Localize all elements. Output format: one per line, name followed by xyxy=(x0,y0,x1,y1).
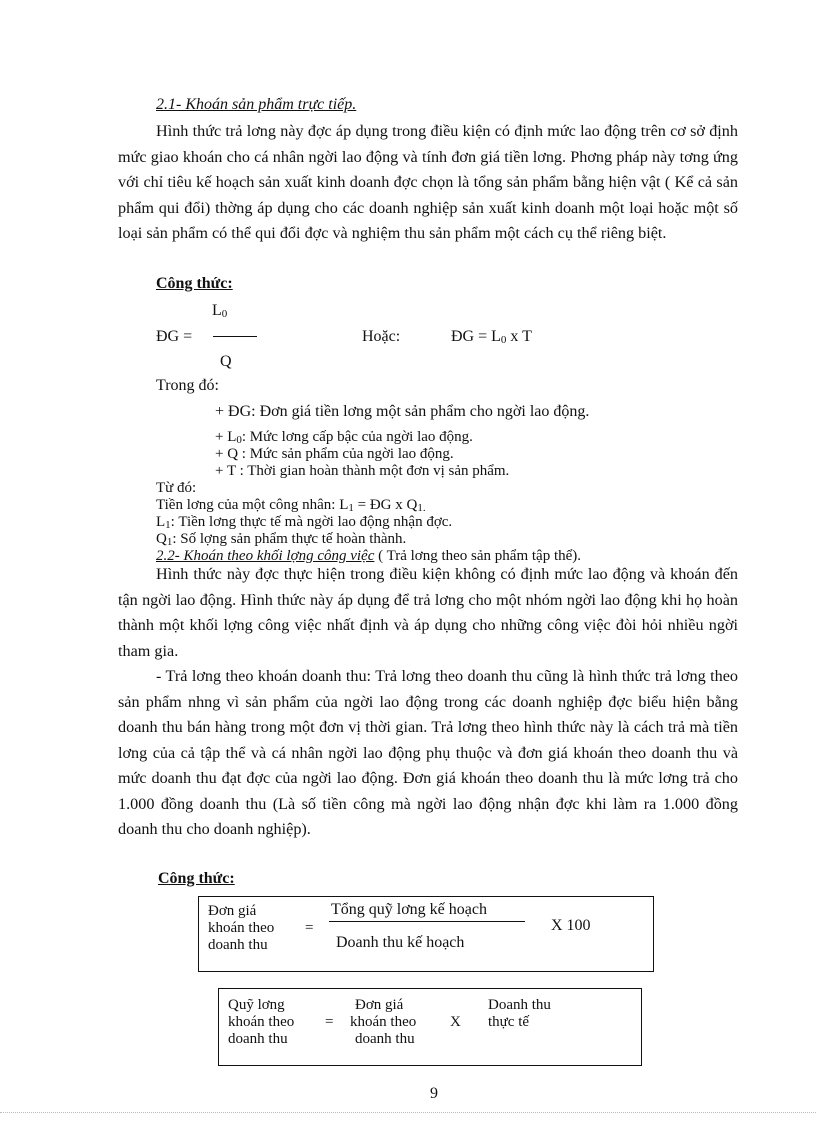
numerator-subscript: 0 xyxy=(221,308,228,320)
box2-col3-line-1: Doanh thu xyxy=(488,997,551,1013)
box1-equals: = xyxy=(305,920,314,936)
formula-box-1 xyxy=(198,896,654,972)
page-bottom-border xyxy=(0,1112,816,1113)
wage-pre: Tiền lơng của một công nhân: L xyxy=(156,497,349,513)
box1-left-line-1: Đơn giá xyxy=(208,903,257,919)
paragraph-text: Hình thức trả lơng này đợc áp dụng trong điều kiện có định mức lao động trên cơ sở định mức giao khoán cho cá nhân ngời lao động và tính đơn giá tiền lơng. Phơng pháp này tơng ứng với chỉ tiêu kế hoạch sản xuất kinh doanh đợc chọn là tổng sản phẩm bằng hiện vật ( Kể cả sản phẩm qui đổi) thờng áp dụng cho các doanh nghiệp sản xuất kinh doanh một loại hoặc một số loại sản phẩm có thể qui đổi đợc và nghiệm thu sản phẩm một cách cụ thể riêng biệt. xyxy=(118,122,738,242)
section-heading-2-2-title: 2.2- Khoán theo khối lợng công việc xyxy=(156,548,375,564)
l1-post: : Tiền lơng thực tế mà ngời lao động nhận đợc. xyxy=(170,514,453,530)
wage-mid: = ĐG x Q xyxy=(353,497,418,513)
formula-alternative xyxy=(451,328,532,346)
definition-t: + T : Thời gian hoàn thành một đơn vị sản phẩm. xyxy=(215,463,510,479)
q1-pre: Q xyxy=(156,531,167,547)
formula-numerator xyxy=(212,302,227,320)
formula-box-2 xyxy=(218,988,642,1066)
alt-subscript: 0 xyxy=(500,334,507,346)
box1-fraction-bar xyxy=(329,921,525,922)
numerator-text: L xyxy=(212,302,222,319)
box2-col2-line-2: khoán theo xyxy=(350,1014,417,1030)
wage-sub1: 1 xyxy=(348,502,354,514)
l1-pre: L xyxy=(156,514,166,530)
fraction-bar xyxy=(213,336,257,337)
definition-l0-post: : Mức lơng cấp bậc của ngời lao động. xyxy=(241,429,473,445)
box2-col1-line-1: Quỹ lơng xyxy=(228,997,285,1013)
box2-col2-line-3: doanh thu xyxy=(355,1031,415,1047)
q1-post: : Số lợng sản phẩm thực tế hoàn thành. xyxy=(172,531,407,547)
section-heading-2-2-suffix: ( Trả lơng theo sản phẩm tập thể). xyxy=(374,548,582,564)
box2-col1-line-3: doanh thu xyxy=(228,1031,288,1047)
section-2-2-paragraph-1 xyxy=(118,562,738,664)
formula-label-2: Công thức: xyxy=(158,870,235,887)
box2-equals: = xyxy=(325,1014,334,1030)
from-label: Từ đó: xyxy=(156,480,197,496)
box1-numerator: Tổng quỹ lơng kế hoạch xyxy=(331,901,487,918)
box2-col1-line-2: khoán theo xyxy=(228,1014,295,1030)
box2-col3-line-2: thực tế xyxy=(488,1014,530,1030)
box2-col2-line-1: Đơn giá xyxy=(355,997,404,1013)
definition-l0-sub: 0 xyxy=(236,434,242,446)
where-label: Trong đó: xyxy=(156,377,219,394)
section-heading-2-1: 2.1- Khoán sản phẩm trực tiếp. xyxy=(156,96,357,113)
definition-l0-pre: + L xyxy=(215,429,237,445)
box1-denominator: Doanh thu kế hoạch xyxy=(336,934,465,951)
box1-multiplier: X 100 xyxy=(551,917,591,934)
box1-left-line-2: khoán theo xyxy=(208,920,275,936)
paragraph-text: Hình thức này đợc thực hiện trong điều kiện không có định mức lao động và khoán đến tận ngời lao động. Hình thức này áp dụng để trả lơng cho một nhóm ngời lao động khi họ hoàn thành một khối lợng công việc nhất định và áp dụng cho những công việc đòi hỏi nhiều ngời tham gia. xyxy=(118,565,738,660)
alt-rest: x T xyxy=(506,328,532,345)
definition-q: + Q : Mức sản phẩm của ngời lao động. xyxy=(215,446,454,462)
paragraph-text: - Trả lơng theo khoán doanh thu: Trả lơng theo doanh thu cũng là hình thức trả lơng theo sản phẩm nhng vì sản phẩm của ngời lao động trong các doanh nghiệp đợc biểu hiện bằng doanh thu bán hàng trong một đơn vị thời gian. Trả lơng theo hình thức này là cách trả mà tiền lơng của cả tập thể và cá nhân ngời lao động phụ thuộc và đơn giá khoán theo doanh thu và mức doanh thu đạt đợc của ngời lao động. Đơn giá khoán theo doanh thu là mức lơng trả cho 1.000 đồng doanh thu (Là số tiền công mà ngời lao động nhận đợc khi làm ra 1.000 đồng doanh thu cho doanh nghiệp). xyxy=(118,667,738,838)
formula-denominator: Q xyxy=(220,353,232,370)
section-2-2-paragraph-2 xyxy=(118,664,738,843)
page-number: 9 xyxy=(430,1085,438,1102)
box2-times: X xyxy=(450,1014,461,1030)
definition-dg: + ĐG: Đơn giá tiền lơng một sản phẩm cho ngời lao động. xyxy=(215,403,590,420)
alt-lhs: ĐG = L xyxy=(451,328,501,345)
formula-or-label: Hoặc: xyxy=(362,328,401,345)
formula-label-1: Công thức: xyxy=(156,275,233,292)
q1-sub: 1 xyxy=(166,536,173,548)
section-2-1-paragraph xyxy=(118,119,738,247)
wage-sub2: 1. xyxy=(417,502,426,514)
box1-left-line-3: doanh thu xyxy=(208,937,268,953)
formula-lhs: ĐG = xyxy=(156,328,193,345)
l1-sub: 1 xyxy=(165,519,171,531)
